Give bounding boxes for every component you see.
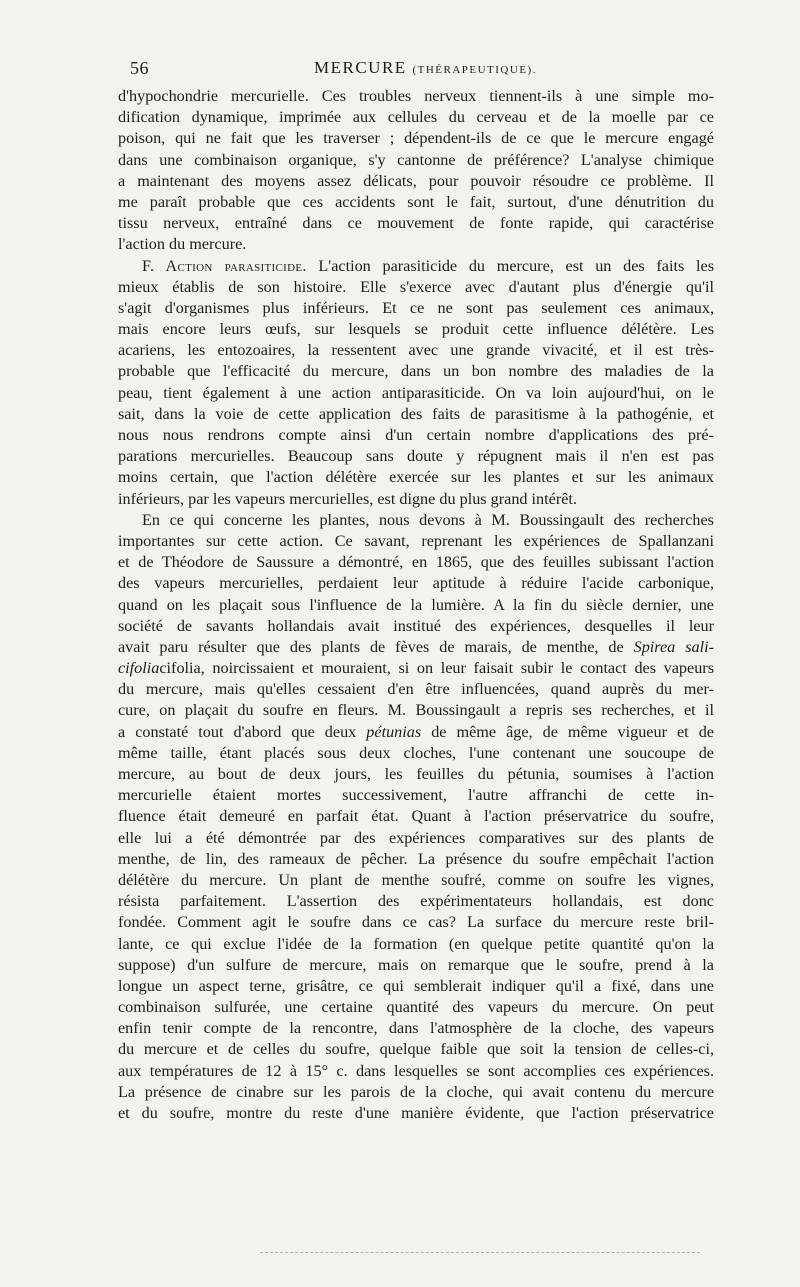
- text-line: société de savants hollandais avait institué des expériences, desquelles il leur: [118, 616, 714, 635]
- section-first-line-text: L'action parasiticide du mercure, est un des faits les: [318, 256, 714, 275]
- running-title-sub: (THÉRAPEUTIQUE).: [412, 64, 537, 76]
- text-line: l'action du mercure.: [118, 235, 247, 254]
- text-line: moins certain, que l'action délétère exercée sur les plantes et sur les animaux: [118, 468, 714, 487]
- text-line: sait, dans la voie de cette application des faits de parasitisme à la pathogénie, et: [118, 404, 714, 423]
- text-line: enfin tenir compte de la rencontre, dans l'atmosphère de la cloche, des vapeurs: [118, 1019, 714, 1038]
- text-line: parations mercurielles. Beaucoup sans doute y répugnent mais il n'en est pas: [118, 447, 714, 466]
- text-line: En ce qui concerne les plantes, nous devons à M. Boussingault des recherches: [142, 510, 714, 529]
- running-title-main: MERCURE: [314, 58, 407, 77]
- text-line: d'hypochondrie mercurielle. Ces troubles nerveux tiennent-ils à une simple mo-: [118, 87, 714, 105]
- section-label: F. Action parasiticide.: [142, 256, 307, 275]
- text-line: inférieurs, par les vapeurs mercurielles, est digne du plus grand intérêt.: [118, 489, 577, 508]
- text-line-spirea: [118, 637, 714, 658]
- italic-term-spirea: Spirea sali-: [633, 637, 714, 656]
- text-line: peau, tient également à une action antiparasiticide. On va loin aujourd'hui, on le: [118, 383, 714, 402]
- text-line: lante, ce qui exclue l'idée de la formation (en quelque petite quantité qu'on la: [118, 934, 714, 953]
- text-line: longue un aspect terne, grisâtre, ce qui semblerait indiquer qu'il a fixé, dans une: [118, 976, 714, 995]
- text-line: mais encore leurs œufs, sur lesquels se produit cette influence délétère. Les: [118, 320, 714, 339]
- text-line: nous nous rendrons compte ainsi d'un certain nombre d'applications des pré-: [118, 426, 714, 444]
- text-line: poison, qui ne fait que les traverser ; dépendent-ils de ce que le mercure engagé: [118, 129, 714, 148]
- text-line: délétère du mercure. Un plant de menthe soufré, comme on soufre les vignes,: [118, 870, 714, 889]
- text-line: menthe, de lin, des rameaux de pêcher. La présence du soufre empêchait l'action: [118, 849, 714, 868]
- text-line: elle lui a été démontrée par des expériences comparatives sur des plants de: [118, 828, 714, 847]
- italic-term-cifolia: cifolia: [118, 659, 160, 678]
- text-line: résista parfaitement. L'assertion des expérimentateurs hollandais, est donc: [118, 892, 714, 911]
- section-first-line: [118, 256, 714, 277]
- running-title: [314, 58, 537, 78]
- bottom-rule: [260, 1252, 700, 1253]
- line-text-tail: de même âge, de même vigueur et de: [421, 722, 714, 741]
- text-line: fondée. Comment agit le soufre dans ce cas? La surface du mercure reste bril-: [118, 913, 714, 932]
- italic-term-petunias: pétunias: [366, 722, 422, 741]
- text-line: me paraît probable que ces accidents sont le fait, surtout, d'une dénutrition du: [118, 192, 714, 211]
- text-line: [118, 658, 714, 679]
- text-line: et de Théodore de Saussure a démontré, en 1865, que des feuilles subissant l'action: [118, 553, 714, 572]
- text-line: suppose) d'un sulfure de mercure, mais on remarque que le soufre, prend à la: [118, 955, 714, 974]
- text-line: même taille, étant placés sous deux cloches, l'une contenant une soucoupe de: [118, 743, 714, 762]
- text-line: des vapeurs mercurielles, perdaient leur aptitude à réduire l'acide carbonique,: [118, 574, 714, 593]
- running-head: [130, 58, 690, 82]
- text-line: aux températures de 12 à 15° c. dans lesquelles se sont accomplies ces expériences.: [118, 1061, 714, 1080]
- text-line: du mercure, mais qu'elles cessaient d'en être influencées, quand auprès du mer-: [118, 680, 714, 699]
- body-text: [118, 86, 714, 1124]
- text-line: quand on les plaçait sous l'influence de la lumière. A la fin du siècle dernier, une: [118, 595, 714, 614]
- text-line: tissu nerveux, entraîné dans ce mouvement de fonte rapide, qui caractérise: [118, 214, 714, 233]
- text-line: combinaison sulfurée, une certaine quantité des vapeurs du mercure. On peut: [118, 998, 714, 1017]
- text-line: dans une combinaison organique, s'y cantonne de préférence? L'analyse chimique: [118, 150, 714, 169]
- text-line: a maintenant des moyens assez délicats, pour pouvoir résoudre ce problème. Il: [118, 171, 714, 190]
- text-line: importantes sur cette action. Ce savant, reprenant les expériences de Spallanzani: [118, 531, 714, 550]
- text-line-petunias: [118, 722, 714, 743]
- line-text: cifolia, noircissaient et mouraient, si on leur faisait subir le contact des vapeurs: [159, 659, 714, 678]
- text-line: mercure, au bout de deux jours, les feuilles du pétunia, soumises à l'action: [118, 765, 714, 783]
- text-line: probable que l'efficacité du mercure, dans un bon nombre des maladies de la: [118, 362, 714, 381]
- text-line: mieux établis de son histoire. Elle s'exerce avec d'autant plus d'énergie qu'il: [118, 277, 714, 296]
- line-text: a constaté tout d'abord que deux: [118, 722, 367, 741]
- text-line: La présence de cinabre sur les parois de la cloche, qui avait contenu du mercure: [118, 1082, 714, 1101]
- text-line: dification dynamique, imprimée aux cellules du cerveau et de la moelle par ce: [118, 108, 714, 127]
- text-line: fluence était demeuré en parfait état. Quant à l'action préservatrice du soufre,: [118, 807, 714, 826]
- text-line: mercurielle étaient mortes successivement, l'autre affranchi de cette in-: [118, 786, 714, 805]
- page-number: 56: [130, 58, 149, 78]
- text-line: et du soufre, montre du reste d'une manière évidente, que l'action préservatrice: [118, 1104, 714, 1122]
- text-line: du mercure et de celles du soufre, quelque faible que soit la tension de celles-ci,: [118, 1040, 714, 1059]
- text-line: s'agit d'organismes plus inférieurs. Et ce ne sont pas seulement ces animaux,: [118, 298, 714, 317]
- text-line: acariens, les entozoaires, la ressentent avec une grande vivacité, et il est très-: [118, 341, 714, 360]
- text-line: cure, on plaçait du soufre en fleurs. M. Boussingault a repris ses recherches, et il: [118, 701, 714, 720]
- line-text: avait paru résulter que des plants de fèves de marais, de menthe, de: [118, 637, 634, 656]
